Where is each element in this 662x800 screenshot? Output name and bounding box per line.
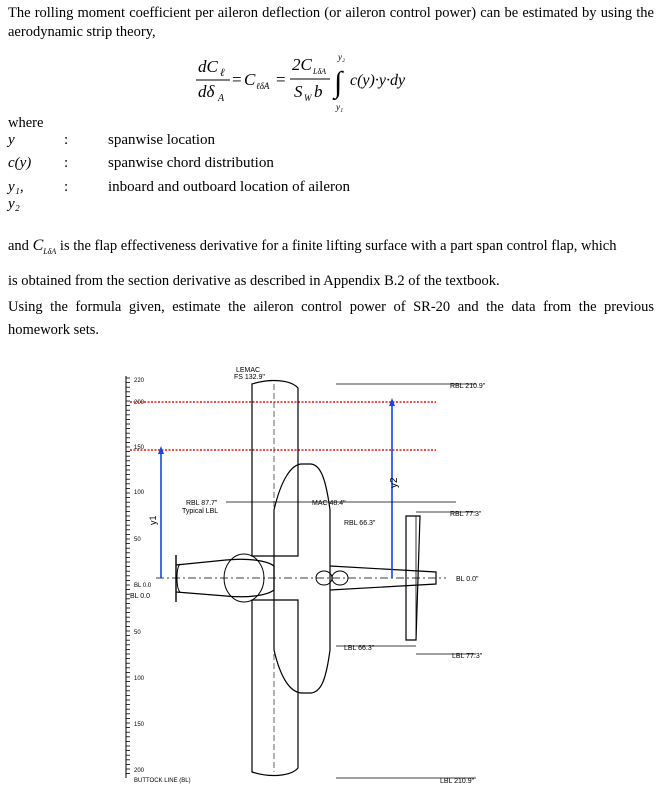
lbl-77-label: LBL 77.3" [452, 653, 483, 660]
definition-symbol: y₁, y₂ [8, 179, 24, 212]
scale-tick-label: BL 0.0 [134, 583, 152, 589]
bl-00-right-label: BL 0.0" [456, 576, 479, 583]
eq-integral-lower: y₁ [336, 102, 344, 112]
fuselage-outline [274, 464, 330, 693]
definition-colon: : [64, 132, 69, 148]
scale-tick-label: 50 [134, 630, 141, 636]
y2-label: y2 [389, 477, 400, 488]
scale-tick-label: 50 [134, 537, 141, 543]
definition-text: inboard and outboard location of aileron [108, 179, 351, 195]
definition-colon: : [64, 179, 69, 195]
strip-theory-equation [196, 52, 426, 116]
sr20-planform-figure [116, 360, 656, 795]
para2-symbol-sub: LδA [43, 246, 57, 256]
definition-text: spanwise location [108, 132, 216, 148]
scale-tick-label: 100 [134, 676, 145, 682]
fs-label: FS 132.9" [234, 374, 265, 381]
rbl-87-label: RBL 87.7" [186, 500, 218, 507]
eq-lhs-numerator-sub: ℓ [220, 67, 225, 79]
eq-mid-sub: ℓδA [256, 81, 270, 91]
buttock-line-scale [126, 376, 130, 778]
definition-symbol: y [8, 132, 15, 148]
paragraph-flap-effectiveness [8, 236, 654, 261]
para2-text: is the flap effectiveness derivative for a finite lifting surface with a part span control flap, which [59, 238, 617, 254]
eq-rhs-numerator-sub: LδA [313, 67, 327, 76]
typical-lbl-label: Typical LBL [182, 508, 219, 515]
bl-00-left-label: BL 0.0 [130, 593, 150, 600]
mac-label: MAC 48.4" [312, 500, 346, 507]
eq-lhs-denominator-sub: A [218, 93, 225, 104]
paragraph-appendix: is obtained from the section derivative as described in Appendix B.2 of the textbook. [8, 273, 500, 289]
lbl-210-label: LBL 210.9" [440, 778, 475, 785]
rbl-66-label: RBL 66.3" [344, 520, 376, 527]
right-wing [252, 381, 298, 556]
lemac-label: LEMAC [236, 367, 261, 374]
lbl-66-label: LBL 66.3" [344, 645, 375, 652]
eq-lhs-numerator: dC [198, 57, 218, 76]
scale-tick-label: 150 [134, 722, 145, 728]
eq-equals-2: = [276, 70, 286, 89]
eq-equals-1: = [232, 70, 242, 89]
eq-mid-symbol: C [244, 70, 256, 89]
where-label: where [8, 115, 44, 131]
definition-symbol: c(y) [8, 155, 32, 171]
eq-integrand: c(y)·y·dy [350, 72, 406, 89]
paragraph-task-line2: homework sets. [8, 322, 100, 338]
buttock-line-label: BUTTOCK LINE (BL) [134, 778, 191, 784]
para2-symbol: C [32, 237, 44, 254]
scale-tick-label: 150 [134, 445, 145, 451]
definition-text: spanwise chord distribution [108, 155, 274, 171]
eq-rhs-denominator: S [294, 82, 303, 101]
scale-tick-label: 200 [134, 400, 145, 406]
eq-integral-sign: ∫ [334, 66, 343, 99]
scale-tick-label: 200 [134, 768, 145, 774]
rbl-77-label: RBL 77.3" [450, 511, 482, 518]
eq-rhs-denominator-b: b [314, 82, 323, 101]
eq-rhs-denominator-sub: W [304, 93, 312, 103]
paragraph-task-line1: Using the formula given, estimate the aileron control power of SR-20 and the data from the previous [8, 299, 654, 315]
eq-integral-upper: y₂ [338, 52, 346, 62]
scale-tick-label: 220 [134, 378, 145, 384]
definition-colon: : [64, 155, 69, 171]
para2-and: and [8, 238, 29, 254]
rbl-210-label: RBL 210.9" [450, 383, 486, 390]
y1-label: y1 [148, 515, 158, 525]
intro-paragraph: The rolling moment coefficient per aileron deflection (or aileron control power) can be estimated by using the aerodynamic strip theory, [8, 5, 654, 40]
eq-rhs-numerator: 2C [292, 55, 312, 74]
scale-tick-label: 100 [134, 490, 145, 496]
eq-lhs-denominator: dδ [198, 82, 215, 101]
